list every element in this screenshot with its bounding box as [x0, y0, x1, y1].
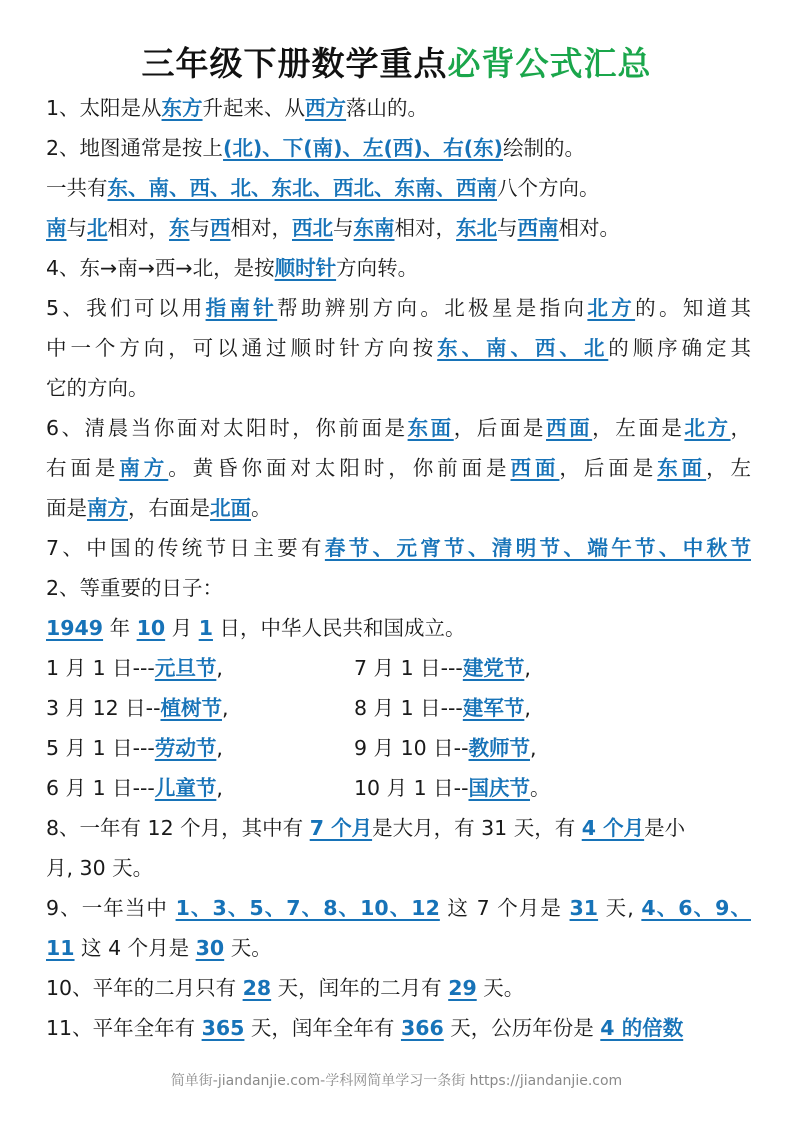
text-segment: 6、清晨当你面对太阳时，你前面是 — [46, 416, 408, 440]
text-segment: 与 — [66, 216, 87, 240]
text-segment: 升起来、从 — [202, 96, 306, 120]
holiday-right — [354, 648, 531, 688]
holiday-row — [46, 688, 751, 728]
text-line — [46, 328, 751, 368]
text-line — [46, 408, 751, 448]
answer-blank: 东面 — [407, 416, 454, 440]
holiday-row — [46, 728, 751, 768]
text-line — [46, 808, 751, 848]
answer-blank: 西面 — [546, 416, 593, 440]
text-segment: 5、我们可以用 — [46, 296, 206, 320]
text-segment: 月 — [165, 616, 199, 640]
text-line — [46, 488, 751, 528]
text-segment: 八个方向。 — [497, 176, 600, 200]
text-line — [46, 888, 751, 928]
text-segment: 5 月 1 日--- — [46, 736, 155, 760]
text-segment: 天，公历年份是 — [443, 1016, 601, 1040]
answer-blank: 10 — [136, 616, 166, 640]
text-segment: 11、平年全年有 — [46, 1016, 202, 1040]
text-segment: 相对， — [394, 216, 456, 240]
text-line — [46, 88, 751, 128]
text-segment: 右面是 — [46, 456, 120, 480]
answer-blank: 365 — [201, 1016, 245, 1040]
text-segment: 7、中国的传统节日主要有 — [46, 536, 325, 560]
answer-blank: 南 — [46, 216, 67, 240]
holiday-row — [46, 768, 751, 808]
answer-blank: 指南针 — [205, 296, 278, 320]
text-segment: , — [524, 656, 531, 680]
text-segment: , — [216, 776, 223, 800]
answer-blank: 东北 — [456, 216, 497, 240]
holiday-left — [46, 736, 223, 760]
title-green-part: 必背公式汇总 — [447, 44, 652, 83]
text-segment: 方向转。 — [336, 256, 419, 280]
text-line — [46, 248, 751, 288]
text-segment: 10 月 1 日-- — [354, 776, 469, 800]
answer-blank: 4 个月 — [581, 816, 645, 840]
text-line — [46, 848, 751, 888]
answer-blank: 北方 — [684, 416, 731, 440]
text-line — [46, 448, 751, 488]
holiday-left — [46, 696, 229, 720]
text-line — [46, 528, 751, 568]
holiday-right — [354, 728, 537, 768]
text-segment: , — [524, 696, 531, 720]
text-segment: ，右面是 — [128, 496, 210, 520]
text-segment: 与 — [189, 216, 210, 240]
text-segment: 这 4 个月是 — [74, 936, 196, 960]
text-segment: , — [216, 736, 223, 760]
answer-blank: 东面 — [657, 456, 707, 480]
answer-blank: 4、6、9、 — [641, 896, 751, 920]
text-line — [46, 288, 751, 328]
answer-blank: 教师节 — [468, 736, 530, 760]
text-segment: 与 — [497, 216, 518, 240]
text-segment: 9、一年当中 — [46, 896, 176, 920]
text-line — [46, 928, 751, 968]
text-segment: 是大月，有 31 天，有 — [372, 816, 582, 840]
answer-blank: 西方 — [305, 96, 347, 120]
text-segment: 相对， — [107, 216, 169, 240]
text-segment: 相对。 — [558, 216, 620, 240]
text-segment: 它的方向。 — [46, 376, 149, 400]
text-segment: 帮助辨别方向。北极星是指向 — [277, 296, 588, 320]
text-segment: 4、东→南→西→北，是按 — [46, 256, 275, 280]
answer-blank: 劳动节 — [154, 736, 217, 760]
text-segment: ，左 — [706, 456, 751, 480]
text-segment: 的顺序确定其 — [608, 336, 751, 360]
text-segment: ，后面是 — [559, 456, 658, 480]
answer-blank: 儿童节 — [154, 776, 217, 800]
answer-blank: 北 — [87, 216, 108, 240]
answer-blank: 西北 — [292, 216, 333, 240]
text-segment: 天, — [598, 896, 642, 920]
answer-blank: 东南 — [353, 216, 395, 240]
text-segment: 8 月 1 日--- — [354, 696, 463, 720]
text-line — [46, 968, 751, 1008]
answer-blank: 7 个月 — [309, 816, 373, 840]
text-line — [46, 208, 751, 248]
text-segment: 一共有 — [46, 176, 108, 200]
answer-blank: 28 — [242, 976, 272, 1000]
text-segment: 6 月 1 日--- — [46, 776, 155, 800]
title-black-part: 三年级下册数学重点 — [141, 44, 448, 83]
answer-blank: (北)、下(南)、左(西)、右(东) — [223, 136, 503, 160]
text-segment: 1、太阳是从 — [46, 96, 162, 120]
text-segment: 。 — [529, 776, 551, 800]
answer-blank: 1 — [198, 616, 213, 640]
answer-blank: 1、3、5、7、8、10、12 — [175, 896, 440, 920]
answer-blank: 建军节 — [462, 696, 525, 720]
text-segment: ，左面是 — [592, 416, 685, 440]
text-segment: 。黄昏你面对太阳时，你前面是 — [168, 456, 511, 480]
answer-blank: 植树节 — [160, 696, 222, 720]
footer-watermark: 简单街-jiandanjie.com-学科网简单学习一条街 https://jiandanjie.com — [170, 1073, 623, 1089]
text-segment: 2、等重要的日子： — [46, 576, 224, 600]
answer-blank: 西南 — [517, 216, 559, 240]
answer-blank: 西 — [210, 216, 231, 240]
text-segment: 落山的。 — [346, 96, 429, 120]
answer-blank: 元旦节 — [154, 656, 217, 680]
answer-blank: 东、南、西、北 — [437, 336, 609, 360]
text-segment: 天，闰年全年有 — [244, 1016, 401, 1040]
answer-blank: 366 — [400, 1016, 444, 1040]
holiday-right — [354, 688, 531, 728]
answer-blank: 西面 — [510, 456, 560, 480]
answer-blank: 春节、元宵节、清明节、端午节、中秋节 — [324, 536, 751, 560]
page-title — [0, 38, 793, 85]
answer-blank: 顺时针 — [274, 256, 337, 280]
text-segment: 中一个方向，可以通过顺时针方向按 — [46, 336, 438, 360]
text-segment: ，后面是 — [453, 416, 546, 440]
holiday-row — [46, 648, 751, 688]
holiday-left — [46, 776, 223, 800]
holiday-right — [354, 768, 550, 808]
text-segment: 7 月 1 日--- — [354, 656, 463, 680]
text-segment: 与 — [333, 216, 354, 240]
text-segment: 月, 30 天。 — [46, 856, 154, 880]
answer-blank: 4 的倍数 — [600, 1016, 684, 1040]
text-segment: 。 — [251, 496, 272, 520]
text-line — [46, 1008, 751, 1048]
answer-blank: 东、南、西、北、东北、西北、东南、西南 — [107, 176, 497, 200]
holiday-left — [46, 656, 223, 680]
text-line — [46, 608, 751, 648]
text-line — [46, 128, 751, 168]
text-segment: 天，闰年的二月有 — [271, 976, 449, 1000]
text-segment: 天。 — [476, 976, 525, 1000]
text-segment: ， — [730, 416, 751, 440]
answer-blank: 国庆节 — [468, 776, 530, 800]
answer-blank: 东方 — [161, 96, 203, 120]
text-line — [46, 368, 751, 408]
text-segment: 9 月 10 日-- — [354, 736, 469, 760]
text-segment: , — [216, 656, 223, 680]
answer-blank: 11 — [46, 936, 75, 960]
answer-blank: 1949 — [46, 616, 104, 640]
text-segment: 天。 — [224, 936, 272, 960]
text-segment: 绘制的。 — [503, 136, 585, 160]
text-line — [46, 168, 751, 208]
text-line — [46, 568, 751, 608]
answer-blank: 东 — [169, 216, 190, 240]
text-segment: 这 7 个月是 — [439, 896, 570, 920]
text-segment: , — [221, 696, 229, 720]
text-segment: 相对， — [230, 216, 292, 240]
answer-blank: 北方 — [587, 296, 636, 320]
answer-blank: 南方 — [87, 496, 128, 520]
answer-blank: 北面 — [210, 496, 251, 520]
answer-blank: 30 — [195, 936, 225, 960]
text-segment: 面是 — [46, 496, 87, 520]
answer-blank: 南方 — [119, 456, 169, 480]
answer-blank: 建党节 — [462, 656, 525, 680]
answer-blank: 31 — [569, 896, 599, 920]
text-segment: 年 — [103, 616, 137, 640]
text-segment: 日，中华人民共和国成立。 — [212, 616, 466, 640]
text-segment: 1 月 1 日--- — [46, 656, 155, 680]
answer-blank: 29 — [448, 976, 477, 1000]
text-segment: 8、一年有 12 个月，其中有 — [46, 816, 310, 840]
text-segment: 是小 — [644, 816, 686, 840]
text-segment: , — [529, 736, 537, 760]
text-segment: 3 月 12 日-- — [46, 696, 161, 720]
text-segment: 10、平年的二月只有 — [46, 976, 243, 1000]
text-segment: 2、地图通常是按上 — [46, 136, 224, 160]
text-segment: 的。知道其 — [635, 296, 751, 320]
